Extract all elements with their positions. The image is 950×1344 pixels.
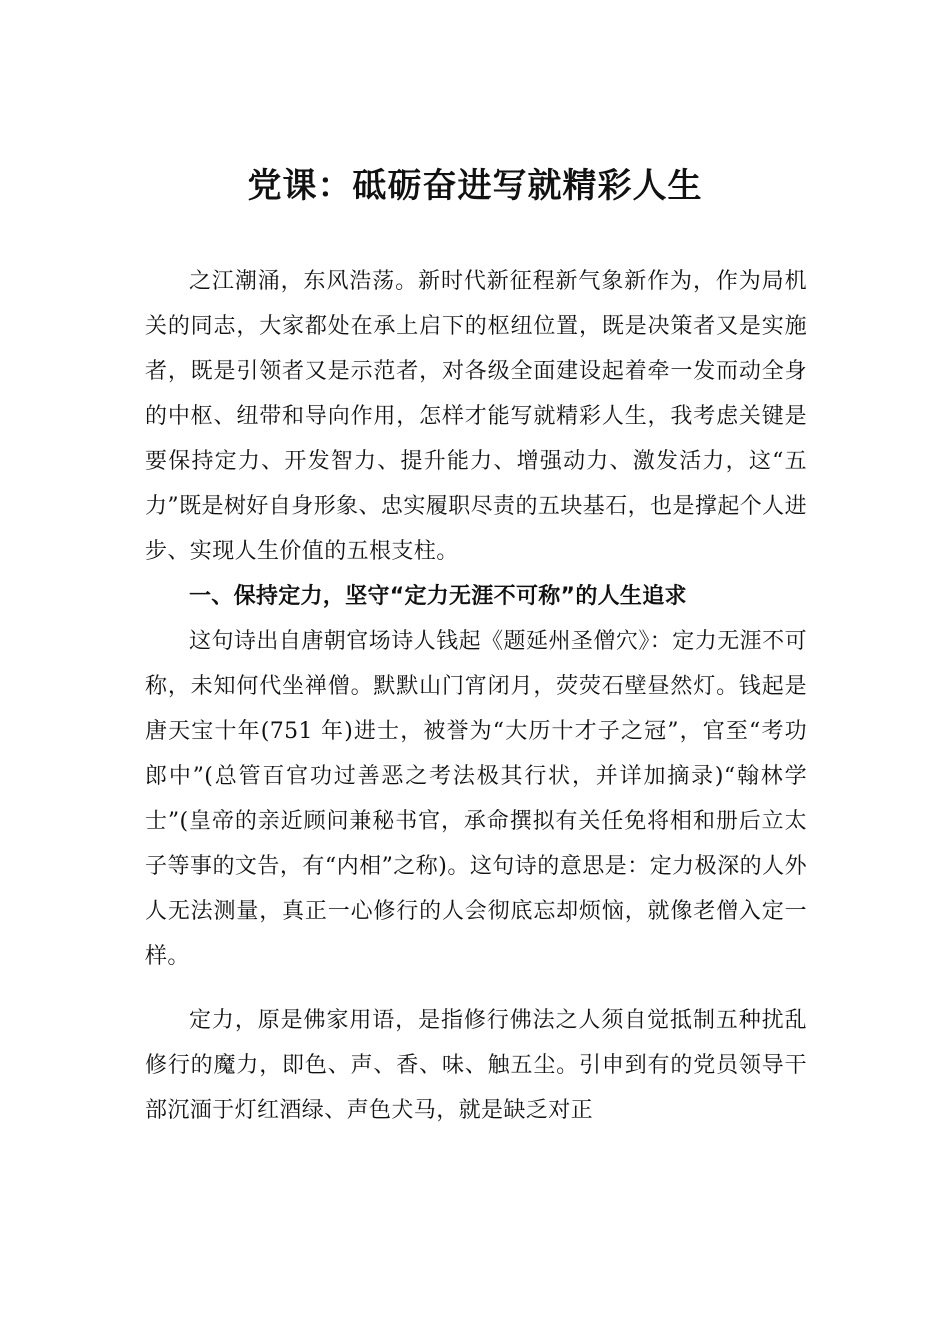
document-title: 党课：砥砺奋进写就精彩人生	[247, 166, 703, 206]
section-heading: 一、保持定力，坚守“定力无涯不可称”的人生追求	[189, 584, 687, 609]
intro-paragraph: 之江潮涌，东风浩荡。新时代新征程新气象新作为，作为局机关的同志，大家都处在承上启下的枢纽位置，既是决策者又是实施者，既是引领者又是示范者，对各级全面建设起着牵一发而动全身的中枢、纽带和导向作用，怎样才能写就精彩人生，我考虑关键是要保持定力、开发智力、提升能力、增强动力、激发活力，这“五力”既是树好自身形象、忠实履职尽责的五块基石，也是撑起个人进步、实现人生价值的五根支柱。	[145, 269, 807, 564]
section-paragraph-1: 这句诗出自唐朝官场诗人钱起《题延州圣僧穴》：定力无涯不可称，未知何代坐禅僧。默默山门宵闭月，荧荧石壁昼然灯。钱起是唐天宝十年(751 年)进士，被誉为“大历十才子之冠”，官至“考功郎中”(总管百官功过善恶之考法极其行状，并详加摘录)“翰林学士”(皇帝的亲近顾问兼秘书官，承命撰拟有关任免将相和册后立太子等事的文告，有“内相”之称)。这句诗的意思是：定力极深的人外人无法测量，真正一心修行的人会彻底忘却烦恼，就像老僧入定一样。	[145, 629, 807, 969]
section-paragraph-2: 定力，原是佛家用语，是指修行佛法之人须自觉抵制五种扰乱修行的魔力，即色、声、香、味、触五尘。引申到有的党员领导干部沉湎于灯红酒绿、声色犬马，就是缺乏对正	[145, 1008, 807, 1123]
document-body	[145, 259, 807, 1133]
